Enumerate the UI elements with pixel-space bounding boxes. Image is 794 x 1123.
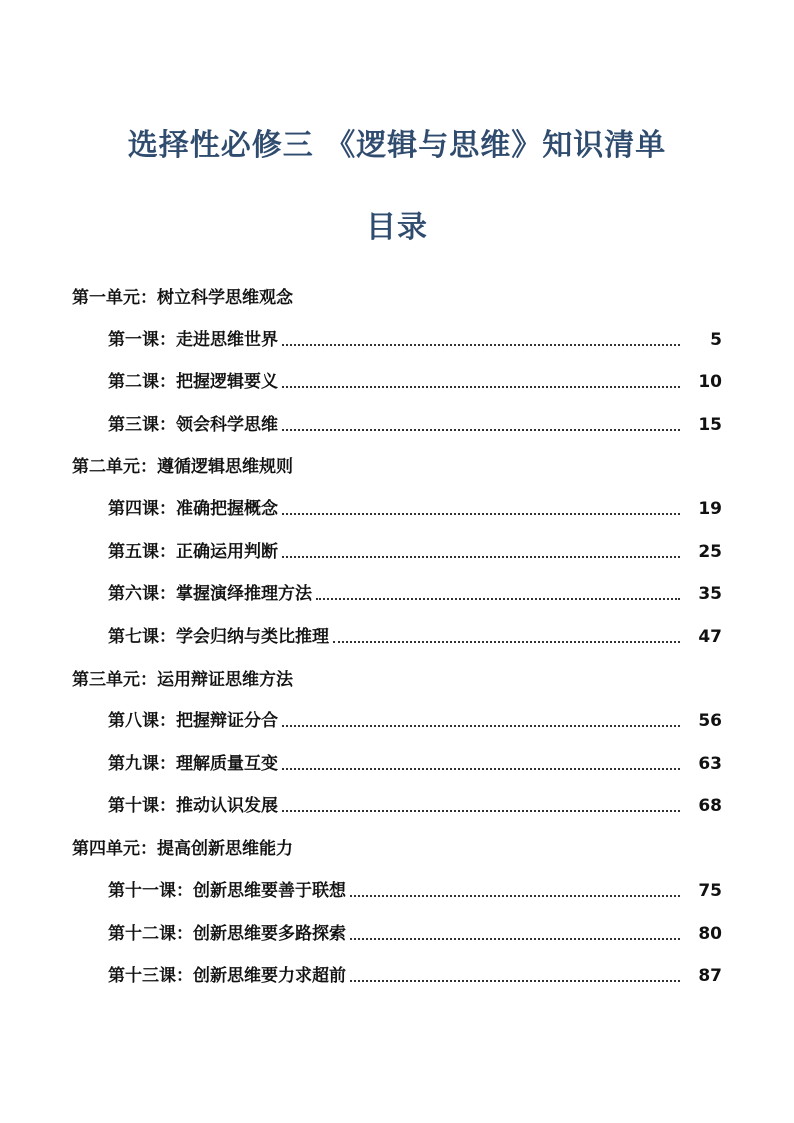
- toc-page-number: 56: [698, 711, 722, 731]
- toc-page-number: 25: [698, 542, 722, 562]
- toc-page-number: 63: [698, 754, 722, 774]
- toc-unit-3[interactable]: 第三单元：运用辩证思维方法: [72, 670, 293, 690]
- toc-lesson-2[interactable]: [108, 370, 722, 394]
- dot-leader: [316, 598, 680, 600]
- dot-leader: [350, 980, 680, 982]
- toc-heading: 目录: [366, 210, 428, 245]
- dot-leader: [282, 556, 680, 558]
- toc-unit-1[interactable]: 第一单元：树立科学思维观念: [72, 288, 293, 308]
- toc-lesson-title: 第四课：准确把握概念: [108, 499, 278, 519]
- toc-lesson-8[interactable]: [108, 709, 722, 733]
- toc-lesson-11[interactable]: [108, 879, 722, 903]
- toc-page-number: 75: [698, 881, 722, 901]
- toc-lesson-13[interactable]: [108, 964, 722, 988]
- toc-lesson-title: 第八课：把握辩证分合: [108, 711, 278, 731]
- dot-leader: [350, 895, 680, 897]
- toc-page-number: 5: [710, 330, 722, 350]
- toc-lesson-title: 第五课：正确运用判断: [108, 542, 278, 562]
- toc-lesson-4[interactable]: [108, 497, 722, 521]
- dot-leader: [333, 641, 680, 643]
- toc-lesson-5[interactable]: [108, 540, 722, 564]
- toc-lesson-12[interactable]: [108, 922, 722, 946]
- toc-lesson-9[interactable]: [108, 752, 722, 776]
- toc-lesson-3[interactable]: [108, 413, 722, 437]
- toc-lesson-title: 第三课：领会科学思维: [108, 415, 278, 435]
- toc-unit-4[interactable]: 第四单元：提高创新思维能力: [72, 839, 293, 859]
- toc-unit-2[interactable]: 第二单元：遵循逻辑思维规则: [72, 457, 293, 477]
- toc-lesson-title: 第九课：理解质量互变: [108, 754, 278, 774]
- toc-lesson-title: 第十一课：创新思维要善于联想: [108, 881, 346, 901]
- toc-page-number: 10: [698, 372, 722, 392]
- dot-leader: [350, 938, 680, 940]
- dot-leader: [282, 513, 680, 515]
- document-title: 选择性必修三 《逻辑与思维》知识清单: [127, 128, 667, 163]
- dot-leader: [282, 810, 680, 812]
- toc-lesson-title: 第六课：掌握演绎推理方法: [108, 584, 312, 604]
- toc-lesson-title: 第十三课：创新思维要力求超前: [108, 966, 346, 986]
- toc-lesson-10[interactable]: [108, 794, 722, 818]
- dot-leader: [282, 386, 680, 388]
- toc-lesson-title: 第二课：把握逻辑要义: [108, 372, 278, 392]
- toc-lesson-6[interactable]: [108, 582, 722, 606]
- toc-page-number: 15: [698, 415, 722, 435]
- dot-leader: [282, 768, 680, 770]
- toc-page-number: 19: [698, 499, 722, 519]
- toc-lesson-1[interactable]: [108, 328, 722, 352]
- dot-leader: [282, 344, 680, 346]
- toc-page-number: 87: [698, 966, 722, 986]
- toc-lesson-title: 第一课：走进思维世界: [108, 330, 278, 350]
- toc-page-number: 35: [698, 584, 722, 604]
- toc-lesson-7[interactable]: [108, 625, 722, 649]
- dot-leader: [282, 725, 680, 727]
- toc-lesson-title: 第七课：学会归纳与类比推理: [108, 627, 329, 647]
- toc-page-number: 47: [698, 627, 722, 647]
- toc-page-number: 80: [698, 924, 722, 944]
- toc-page-number: 68: [698, 796, 722, 816]
- dot-leader: [282, 429, 680, 431]
- toc-lesson-title: 第十二课：创新思维要多路探索: [108, 924, 346, 944]
- toc-lesson-title: 第十课：推动认识发展: [108, 796, 278, 816]
